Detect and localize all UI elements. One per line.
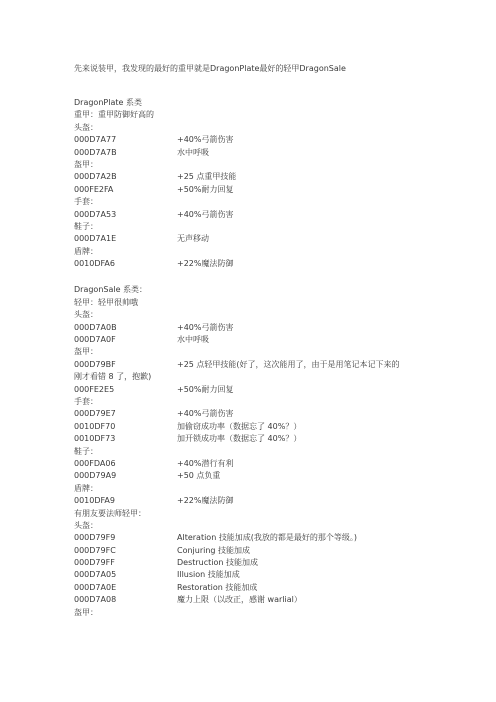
heading-line: 手套： (74, 396, 98, 406)
blank-line (74, 270, 434, 284)
item-row (74, 322, 434, 334)
heading-line: 手套： (74, 197, 98, 207)
item-code: 000D7A0B (74, 322, 117, 332)
item-effect: +40%弓箭伤害 (177, 135, 234, 145)
heading-line: 鞋子： (74, 446, 98, 456)
item-row (74, 258, 434, 270)
item-row (74, 545, 434, 557)
item-row (74, 184, 434, 196)
item-effect: 无声移动 (177, 234, 209, 244)
heading-line: DragonSale 系类： (74, 285, 148, 295)
item-code: 000FE2FA (74, 184, 114, 194)
item-effect: 魔力上限（以改正，感谢 warlial） (177, 595, 302, 605)
item-row (74, 171, 434, 183)
item-effect: Illusion 技能加成 (177, 570, 240, 580)
item-code: 000D7A77 (74, 135, 117, 145)
heading-line: 头盔： (74, 520, 98, 530)
item-effect: +25 点重甲技能 (177, 172, 237, 182)
item-row (74, 359, 434, 371)
item-code: 0010DF70 (74, 421, 116, 431)
heading-line: 盾牌： (74, 246, 98, 256)
item-code: 000FDA06 (74, 458, 116, 468)
item-row (74, 209, 434, 221)
item-row (74, 532, 434, 544)
item-code: 000D7A1E (74, 234, 117, 244)
item-code: 000D79FC (74, 545, 116, 555)
item-code: 000D79E7 (74, 409, 116, 419)
item-effect: 加偷窃成功率（数据忘了 40%？） (177, 421, 302, 431)
item-effect: 水中呼吸 (177, 147, 209, 157)
item-effect: Destruction 技能加成 (177, 558, 259, 568)
item-row (74, 334, 434, 346)
heading-line: 盔甲： (74, 607, 98, 617)
heading-line: 头盔： (74, 122, 98, 132)
item-code: 000D79F9 (74, 533, 116, 543)
item-code: 000D79FF (74, 558, 115, 568)
heading-line: 盔甲： (74, 347, 98, 357)
item-row (74, 557, 434, 569)
item-code: 000D7A53 (74, 209, 117, 219)
item-effect: +40%弓箭伤害 (177, 322, 234, 332)
item-code: 000D79A9 (74, 471, 117, 481)
item-row (74, 147, 434, 159)
item-effect: 水中呼吸 (177, 335, 209, 345)
item-effect: +25 点轻甲技能(好了，这次能用了，由于是用笔记本记下来的 (177, 359, 400, 369)
item-effect: Conjuring 技能加成 (177, 545, 251, 555)
item-row (74, 408, 434, 420)
heading-line: 盾牌： (74, 483, 98, 493)
item-code: 000D7A08 (74, 595, 117, 605)
heading-line: 有朋友要法师轻甲： (74, 508, 146, 518)
item-code: 0010DFA9 (74, 496, 115, 506)
intro-line: 先来说装甲，我发现的最好的重甲就是DragonPlate最好的轻甲DragonSale (74, 64, 346, 73)
item-code: 000FE2E5 (74, 384, 115, 394)
item-code: 000D7A0E (74, 582, 117, 592)
heading-line: DragonPlate 系类 (74, 98, 142, 107)
item-code: 000D7A7B (74, 147, 117, 157)
heading-line: 轻甲：轻甲很帅哦 (74, 297, 138, 307)
item-row (74, 495, 434, 507)
item-effect: +50%耐力回复 (177, 184, 234, 194)
item-code: 0010DF73 (74, 434, 116, 444)
item-row (74, 233, 434, 245)
item-effect: Restoration 技能加成 (177, 582, 258, 592)
item-effect: +50%耐力回复 (177, 384, 234, 394)
item-row (74, 421, 434, 433)
item-code: 000D7A2B (74, 172, 117, 182)
item-code: 000D7A0F (74, 335, 116, 345)
item-row (74, 433, 434, 445)
item-effect: +50 点负重 (177, 471, 221, 481)
document-body (74, 83, 434, 619)
item-effect: +22%魔法防御 (177, 496, 234, 506)
heading-line: 盔甲： (74, 159, 98, 169)
heading-line: 头盔： (74, 310, 98, 320)
item-row (74, 582, 434, 594)
item-code: 000D79BF (74, 359, 116, 369)
item-effect-continued: 刚才看错 8 了，抱歉) (74, 372, 152, 382)
item-row (74, 470, 434, 482)
heading-line: 鞋子： (74, 221, 98, 231)
item-effect: +40%潜行有利 (177, 458, 234, 468)
item-effect: +22%魔法防御 (177, 259, 234, 269)
item-code: 0010DFA6 (74, 259, 115, 269)
item-effect: 加开锁成功率（数据忘了 40%？） (177, 434, 302, 444)
item-code: 000D7A05 (74, 570, 117, 580)
item-row (74, 458, 434, 470)
item-row (74, 569, 434, 581)
blank-line (74, 83, 434, 97)
item-row (74, 134, 434, 146)
heading-line: 重甲：重甲防御好高的 (74, 110, 154, 120)
item-effect: +40%弓箭伤害 (177, 209, 234, 219)
item-row (74, 384, 434, 396)
item-effect: Alteration 技能加成(我放的都是最好的那个等级。) (177, 533, 358, 543)
item-effect: +40%弓箭伤害 (177, 409, 234, 419)
item-row (74, 594, 434, 606)
